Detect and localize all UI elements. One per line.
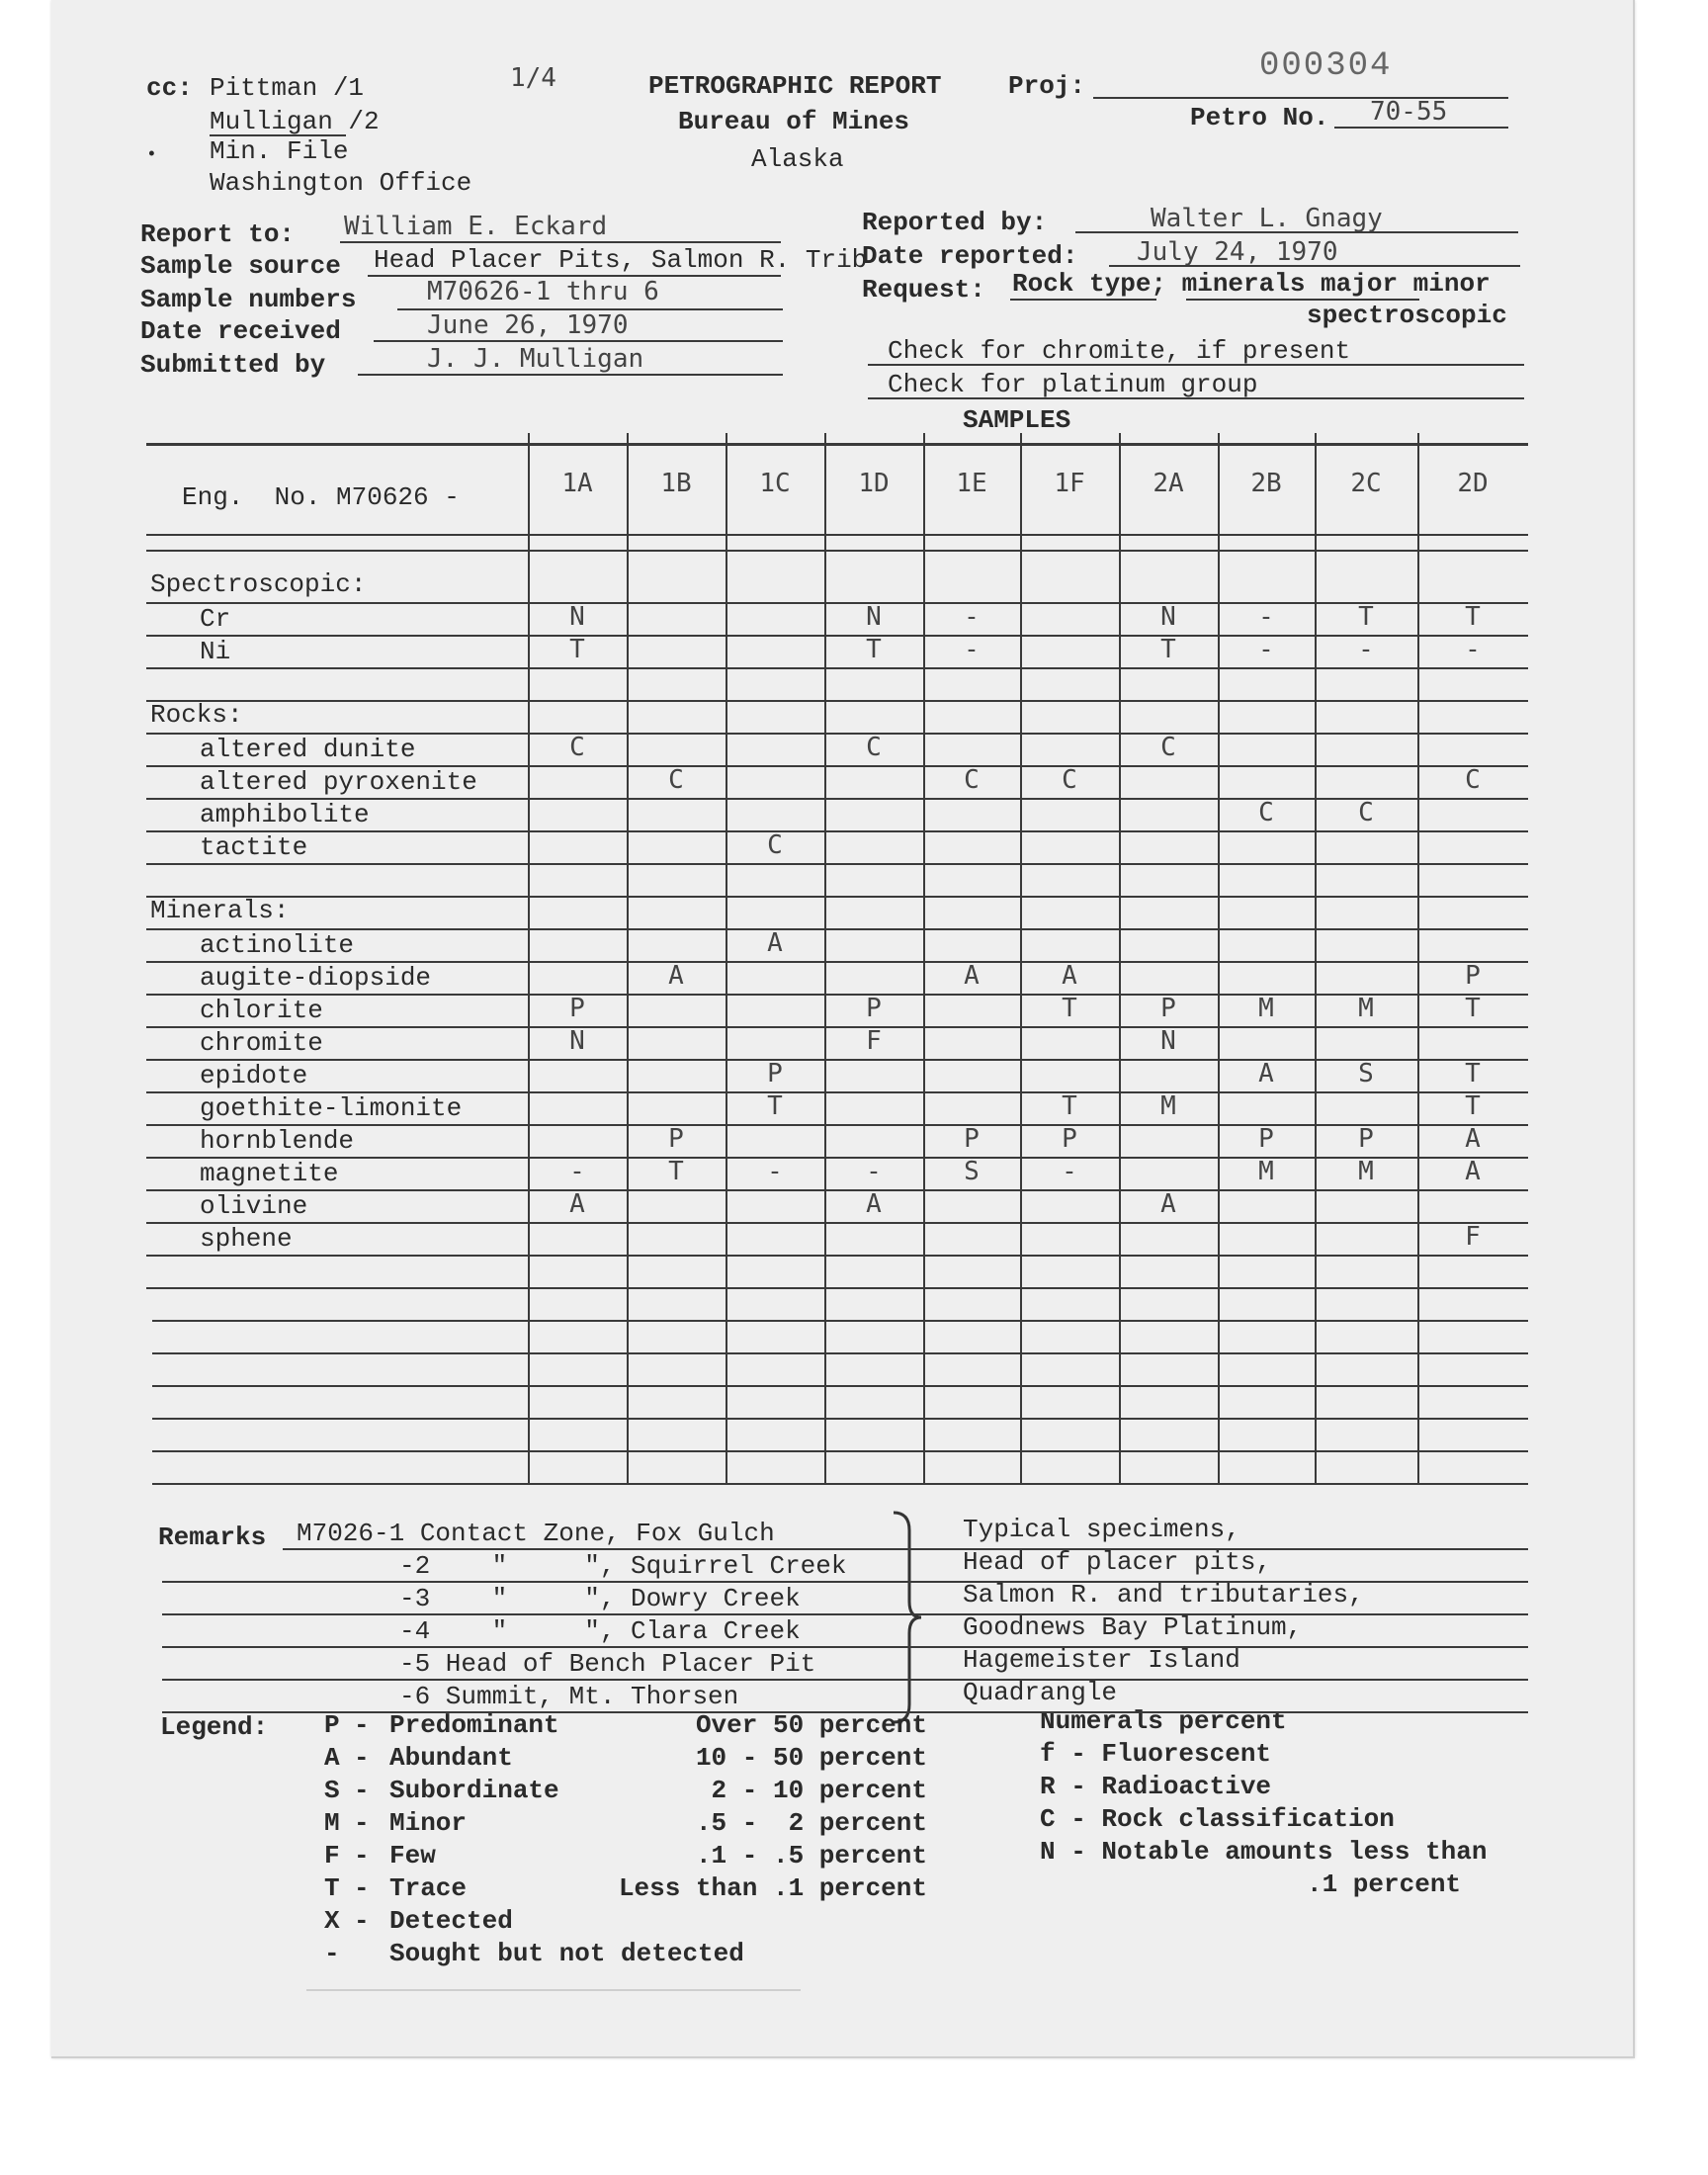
table-cell: N: [866, 602, 882, 632]
table-cell: P: [1358, 1124, 1374, 1154]
request-line-1: Rock type; minerals major minor: [1012, 269, 1491, 299]
rule-line: [146, 928, 1528, 930]
legend-note: C - Rock classification: [1040, 1804, 1395, 1834]
sample-numbers-label: Sample numbers: [140, 285, 357, 314]
table-cell: S: [964, 1157, 980, 1186]
rule-line: [146, 635, 1528, 637]
table-cell: -: [569, 1157, 585, 1186]
table-cell: A: [1465, 1124, 1481, 1154]
rule-line: [146, 1189, 1528, 1191]
legend-note: R - Radioactive: [1040, 1772, 1272, 1801]
remark-line: -4 " ", Clara Creek: [399, 1616, 801, 1646]
row-label: Cr: [200, 604, 231, 634]
petro-label: Petro No.: [1190, 103, 1329, 132]
rule-line: [146, 1255, 1528, 1257]
column-header-1a: 1A: [561, 469, 593, 498]
table-cell: C: [964, 765, 980, 795]
table-cell: T: [767, 1091, 783, 1121]
legend-description: Trace: [389, 1873, 468, 1903]
brace-mark: [890, 1511, 925, 1724]
request-label: Request:: [862, 275, 985, 304]
request-line-2: spectroscopic: [1307, 301, 1507, 330]
legend-description: Abundant: [389, 1743, 513, 1773]
table-cell: -: [964, 635, 980, 664]
date-reported-value: July 24, 1970: [1137, 237, 1338, 267]
table-cell: A: [767, 928, 783, 958]
column-divider: [726, 433, 727, 1483]
table-cell: P: [1465, 961, 1481, 991]
table-cell: A: [866, 1189, 882, 1219]
table-cell: T: [569, 635, 585, 664]
rule-line: [146, 1124, 1528, 1126]
cc-entry: Washington Office: [210, 168, 472, 198]
row-label: Ni: [200, 637, 231, 666]
column-header-1e: 1E: [956, 469, 987, 498]
column-divider: [923, 433, 925, 1483]
legend-code: P: [324, 1710, 340, 1740]
legend-range: Over 50 percent: [695, 1710, 927, 1740]
legend-note: Numerals percent: [1040, 1706, 1287, 1736]
sample-source-value: Head Placer Pits, Salmon R. Trib: [374, 245, 868, 275]
row-label: augite-diopside: [200, 963, 432, 993]
table-cell: P: [1258, 1124, 1274, 1154]
table-cell: A: [964, 961, 980, 991]
request-line-3: Check for chromite, if present: [888, 336, 1351, 366]
rule-line: [146, 1222, 1528, 1224]
submitted-by-value: J. J. Mulligan: [427, 344, 644, 374]
table-cell: C: [1062, 765, 1077, 795]
table-cell: T: [1465, 1059, 1481, 1088]
report-to-label: Report to:: [140, 219, 296, 249]
table-cell: P: [1062, 1124, 1077, 1154]
column-header-2b: 2B: [1250, 469, 1282, 498]
table-cell: M: [1258, 994, 1274, 1023]
table-cell: T: [1062, 1091, 1077, 1121]
row-label: tactite: [200, 832, 308, 862]
legend-dash: -: [354, 1776, 370, 1805]
table-cell: A: [1258, 1059, 1274, 1088]
legend-range: 10 - 50 percent: [695, 1743, 927, 1773]
remark-rule: [162, 1613, 1528, 1615]
remark-note: Quadrangle: [963, 1678, 1118, 1707]
rule-line: [146, 863, 1528, 865]
legend-description: Few: [389, 1841, 436, 1870]
section-title: Rocks:: [150, 700, 243, 730]
column-divider: [1417, 433, 1419, 1483]
cc-entry: Pittman /1: [210, 73, 365, 103]
sample-numbers-value: M70626-1 thru 6: [427, 277, 659, 306]
section-title: Minerals:: [150, 896, 290, 925]
rule-line: [146, 994, 1528, 996]
report-page: [51, 0, 1635, 2058]
bullet-mark: •: [146, 145, 157, 165]
table-cell: M: [1358, 994, 1374, 1023]
legend-dash: -: [354, 1873, 370, 1903]
legend-description: Predominant: [389, 1710, 559, 1740]
rule-line: [146, 667, 1528, 669]
legend-description: Sought but not detected: [389, 1939, 744, 1968]
row-label: magnetite: [200, 1159, 339, 1188]
table-cell: T: [1465, 602, 1481, 632]
remark-rule: [283, 1548, 1528, 1550]
column-header-1b: 1B: [660, 469, 692, 498]
remark-note: Salmon R. and tributaries,: [963, 1580, 1364, 1610]
legend-dash: -: [354, 1906, 370, 1936]
row-label: goethite-limonite: [200, 1093, 463, 1123]
cc-entry: Mulligan /2: [210, 107, 380, 136]
table-cell: C: [866, 733, 882, 762]
column-header-1d: 1D: [858, 469, 890, 498]
legend-dash: -: [354, 1710, 370, 1740]
table-cell: P: [767, 1059, 783, 1088]
table-cell: A: [1160, 1189, 1176, 1219]
row-label: amphibolite: [200, 800, 370, 829]
rule-line: [146, 961, 1528, 963]
table-cell: M: [1358, 1157, 1374, 1186]
row-label: chlorite: [200, 996, 323, 1025]
table-cell: P: [668, 1124, 684, 1154]
date-received-label: Date received: [140, 316, 341, 346]
remarks-label: Remarks: [158, 1522, 267, 1552]
remark-line: -3 " ", Dowry Creek: [399, 1584, 801, 1613]
report-to-value: William E. Eckard: [344, 212, 608, 241]
rule-line: [152, 1418, 1528, 1420]
table-cell: C: [1160, 733, 1176, 762]
table-cell: C: [1465, 765, 1481, 795]
page-fraction: 1/4: [510, 63, 556, 93]
remark-note: Typical specimens,: [963, 1515, 1240, 1544]
table-cell: C: [1258, 798, 1274, 827]
table-cell: -: [1465, 635, 1481, 664]
table-cell: A: [668, 961, 684, 991]
rule-line: [146, 1287, 1528, 1289]
rule-line: [152, 1352, 1528, 1354]
row-label: hornblende: [200, 1126, 355, 1156]
column-header-2d: 2D: [1457, 469, 1489, 498]
eng-number-label: Eng. No. M70626 -: [182, 482, 460, 512]
column-divider: [1119, 433, 1121, 1483]
request-line-4: Check for platinum group: [888, 370, 1258, 399]
document-number: 000304: [1259, 47, 1393, 85]
date-received-value: June 26, 1970: [427, 310, 629, 340]
state-name: Alaska: [751, 144, 844, 174]
remark-note: Goodnews Bay Platinum,: [963, 1612, 1303, 1642]
report-title: PETROGRAPHIC REPORT: [648, 71, 942, 101]
legend-range: .5 - 2 percent: [695, 1808, 927, 1838]
table-cell: -: [1258, 635, 1274, 664]
row-label: actinolite: [200, 930, 355, 960]
column-header-1f: 1F: [1054, 469, 1085, 498]
table-cell: T: [1465, 994, 1481, 1023]
remark-line: -5 Head of Bench Placer Pit: [399, 1649, 816, 1679]
row-label: chromite: [200, 1028, 323, 1058]
reported-by-label: Reported by:: [862, 208, 1048, 237]
table-cell: -: [1258, 602, 1274, 632]
table-cell: C: [1358, 798, 1374, 827]
column-divider: [824, 433, 826, 1483]
row-label: sphene: [200, 1224, 293, 1254]
rule-line: [146, 443, 1528, 446]
remark-note: Hagemeister Island: [963, 1645, 1240, 1675]
submitted-by-label: Submitted by: [140, 350, 326, 380]
table-cell: A: [1465, 1157, 1481, 1186]
table-cell: C: [668, 765, 684, 795]
rule-line: [146, 1091, 1528, 1093]
table-cell: T: [1358, 602, 1374, 632]
column-header-1c: 1C: [759, 469, 791, 498]
column-divider: [627, 433, 629, 1483]
table-cell: -: [1358, 635, 1374, 664]
table-cell: -: [964, 602, 980, 632]
table-cell: T: [866, 635, 882, 664]
proj-label: Proj:: [1008, 71, 1086, 101]
rule-line: [152, 1320, 1528, 1322]
legend-note: .1 percent: [1307, 1870, 1462, 1899]
date-reported-label: Date reported:: [862, 241, 1078, 271]
legend-code: A: [324, 1743, 340, 1773]
table-cell: T: [1465, 1091, 1481, 1121]
rule-line: [146, 550, 1528, 552]
row-label: altered pyroxenite: [200, 767, 477, 797]
table-cell: F: [866, 1026, 882, 1056]
legend-note: f - Fluorescent: [1040, 1739, 1272, 1769]
table-cell: N: [569, 602, 585, 632]
rule-line: [146, 1026, 1528, 1028]
table-cell: T: [1160, 635, 1176, 664]
legend-note: N - Notable amounts less than: [1040, 1837, 1488, 1867]
rule-line: [146, 1059, 1528, 1061]
legend-code: M: [324, 1808, 340, 1838]
table-cell: C: [569, 733, 585, 762]
table-cell: T: [1062, 994, 1077, 1023]
table-cell: M: [1258, 1157, 1274, 1186]
table-cell: P: [964, 1124, 980, 1154]
table-cell: T: [668, 1157, 684, 1186]
legend-code: F: [324, 1841, 340, 1870]
column-divider: [1020, 433, 1022, 1483]
rule-line: [152, 1483, 1528, 1485]
cc-label: cc:: [146, 73, 193, 103]
legend-code: S: [324, 1776, 340, 1805]
legend-dash: -: [354, 1743, 370, 1773]
column-divider: [528, 433, 530, 1483]
legend-code: -: [324, 1939, 340, 1968]
table-cell: N: [569, 1026, 585, 1056]
rule-line: [146, 700, 1528, 702]
legend-range: 2 - 10 percent: [695, 1776, 927, 1805]
legend-range: Less than .1 percent: [618, 1873, 927, 1903]
legend-code: T: [324, 1873, 340, 1903]
remark-note: Head of placer pits,: [963, 1547, 1272, 1577]
reported-by-value: Walter L. Gnagy: [1151, 204, 1383, 233]
table-cell: -: [866, 1157, 882, 1186]
remark-line: -6 Summit, Mt. Thorsen: [399, 1682, 739, 1711]
rule-line: [146, 733, 1528, 735]
legend-description: Detected: [389, 1906, 513, 1936]
legend-description: Subordinate: [389, 1776, 559, 1805]
agency-name: Bureau of Mines: [678, 107, 910, 136]
remark-rule: [162, 1679, 1528, 1681]
table-cell: -: [767, 1157, 783, 1186]
petro-number: 70-55: [1370, 97, 1448, 127]
column-header-2c: 2C: [1350, 469, 1382, 498]
rule-line: [152, 1385, 1528, 1387]
legend-code: X: [324, 1906, 340, 1936]
samples-title: SAMPLES: [963, 405, 1071, 435]
table-cell: P: [569, 994, 585, 1023]
rule-line: [146, 798, 1528, 800]
rule-line: [152, 1450, 1528, 1452]
rule-line: [146, 602, 1528, 604]
table-cell: C: [767, 830, 783, 860]
sample-source-label: Sample source: [140, 251, 341, 281]
column-divider: [1315, 433, 1317, 1483]
legend-label: Legend:: [160, 1712, 269, 1742]
section-title: Spectroscopic:: [150, 569, 367, 599]
table-cell: A: [1062, 961, 1077, 991]
legend-dash: -: [354, 1841, 370, 1870]
cc-entry: Min. File: [210, 136, 349, 166]
table-cell: P: [866, 994, 882, 1023]
rule-line: [146, 896, 1528, 898]
rule-line: [146, 534, 1528, 536]
row-label: olivine: [200, 1191, 308, 1221]
table-cell: -: [1062, 1157, 1077, 1186]
table-cell: P: [1160, 994, 1176, 1023]
rule-line: [146, 1157, 1528, 1159]
remark-rule: [162, 1646, 1528, 1648]
table-cell: S: [1358, 1059, 1374, 1088]
column-header-2a: 2A: [1153, 469, 1184, 498]
table-cell: F: [1465, 1222, 1481, 1252]
row-label: epidote: [200, 1061, 308, 1090]
legend-description: Minor: [389, 1808, 468, 1838]
legend-dash: -: [354, 1808, 370, 1838]
table-cell: N: [1160, 602, 1176, 632]
remark-rule: [162, 1711, 1528, 1713]
table-cell: M: [1160, 1091, 1176, 1121]
row-label: altered dunite: [200, 735, 416, 764]
remark-line: M7026-1 Contact Zone, Fox Gulch: [297, 1519, 775, 1548]
remark-rule: [162, 1581, 1528, 1583]
remark-line: -2 " ", Squirrel Creek: [399, 1551, 847, 1581]
table-cell: N: [1160, 1026, 1176, 1056]
rule-line: [146, 765, 1528, 767]
legend-range: .1 - .5 percent: [695, 1841, 927, 1870]
rule-line: [146, 830, 1528, 832]
column-divider: [1218, 433, 1220, 1483]
table-cell: A: [569, 1189, 585, 1219]
